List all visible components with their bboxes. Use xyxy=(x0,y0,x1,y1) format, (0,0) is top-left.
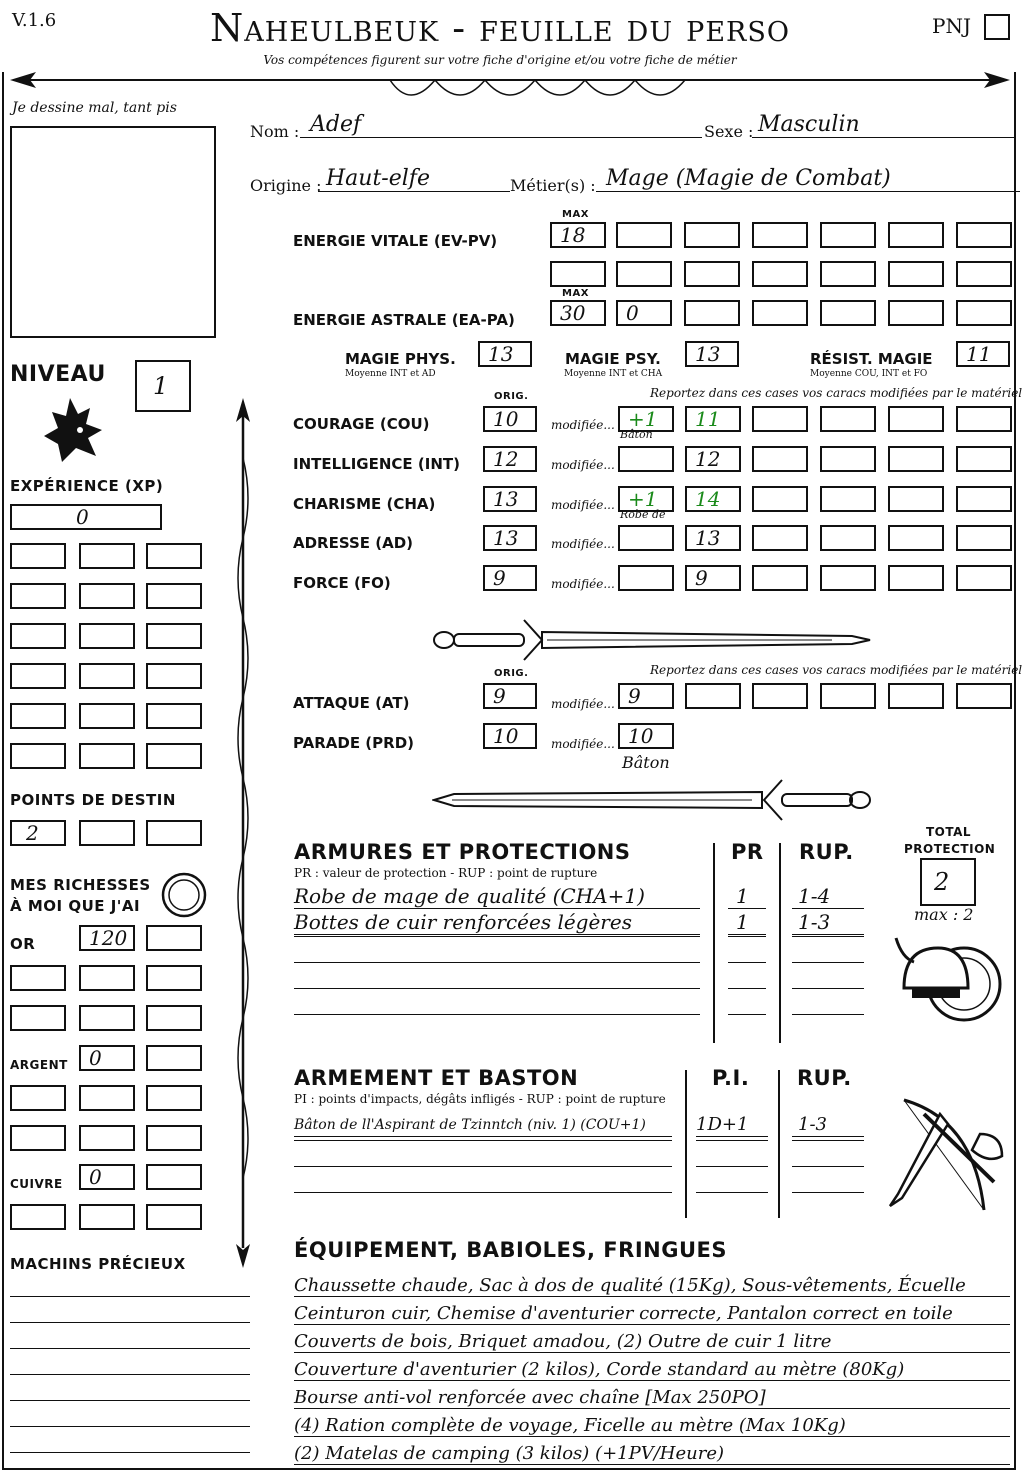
weapon-pi-line[interactable] xyxy=(696,1192,768,1193)
weapon-name-line[interactable] xyxy=(294,1166,672,1167)
dragon-icon xyxy=(40,394,106,466)
ev-track-box[interactable] xyxy=(752,222,808,248)
weapons-rup-header: RUP. xyxy=(797,1066,852,1090)
equipment-line[interactable]: Couverture d'aventurier (2 kilos), Corde standard au mètre (80Kg) xyxy=(294,1360,1010,1381)
attaque-extra-box[interactable] xyxy=(820,683,876,709)
stat-orig-box[interactable]: 12 xyxy=(483,446,537,472)
total-protection-label-1: TOTAL xyxy=(926,825,972,839)
sexe-field[interactable]: Masculin xyxy=(752,112,1016,138)
combat-report-note: Reportez dans ces cases vos caracs modifiées par le matériel xyxy=(650,663,1023,677)
machins-line[interactable] xyxy=(10,1296,250,1297)
ev-track-box[interactable] xyxy=(956,222,1012,248)
money-box[interactable] xyxy=(146,925,202,951)
attaque-extra-box[interactable] xyxy=(752,683,808,709)
machins-line[interactable] xyxy=(10,1374,250,1375)
ev-track-box[interactable] xyxy=(684,261,740,287)
ea-max-box[interactable]: 30 xyxy=(550,300,606,326)
magie-phys-label: MAGIE PHYS. xyxy=(345,350,456,368)
stat-extra-box[interactable] xyxy=(888,525,944,551)
money-box[interactable] xyxy=(146,1164,202,1190)
vertical-spear-ornament xyxy=(228,398,258,1268)
stat-extra-box[interactable] xyxy=(956,406,1012,432)
money-box[interactable] xyxy=(146,1125,202,1151)
ev-track-box[interactable] xyxy=(550,261,606,287)
xp-label: EXPÉRIENCE (XP) xyxy=(10,477,164,495)
ev-track-box[interactable] xyxy=(616,261,672,287)
xp-box-cell[interactable] xyxy=(79,743,135,769)
ev-track-box[interactable] xyxy=(616,222,672,248)
weapon-rup-line[interactable] xyxy=(792,1166,864,1167)
money-box[interactable] xyxy=(79,965,135,991)
armor-pr-line[interactable]: 1 xyxy=(728,884,766,909)
stat-mod-box[interactable]: 9 xyxy=(685,565,741,591)
money-box[interactable] xyxy=(79,1085,135,1111)
equipment-line[interactable]: (4) Ration complète de voyage, Ficelle au mètre (Max 10Kg) xyxy=(294,1416,1010,1437)
portrait-caption: Je dessine mal, tant pis xyxy=(12,100,177,116)
sheet-subtitle: Vos compétences figurent sur votre fiche d'origine et/ou votre fiche de métier xyxy=(263,53,737,67)
money-box[interactable] xyxy=(10,1005,66,1031)
pnj-label: PNJ xyxy=(932,14,971,38)
armor-name-line[interactable] xyxy=(294,1014,700,1015)
stat-mod-box[interactable]: 13 xyxy=(685,525,741,551)
argent-label: ARGENT xyxy=(10,1058,68,1072)
destin-label: POINTS DE DESTIN xyxy=(10,791,176,809)
stat-orig-box[interactable]: 10 xyxy=(483,406,537,432)
ev-track-box[interactable] xyxy=(752,261,808,287)
xp-box-cell[interactable] xyxy=(146,663,202,689)
money-box[interactable] xyxy=(79,1005,135,1031)
resist-magie-note: Moyenne COU, INT et FO xyxy=(810,369,928,379)
money-box[interactable]: 0 xyxy=(79,1164,135,1190)
weapons-divider-1 xyxy=(685,1070,687,1218)
ev-max-label: MAX xyxy=(562,209,589,220)
stat-extra-box[interactable] xyxy=(752,446,808,472)
stat-row-label: INTELLIGENCE (INT) xyxy=(293,455,460,473)
xp-box-cell[interactable] xyxy=(146,543,202,569)
sword-ornament-bottom xyxy=(432,776,872,826)
xp-box-cell[interactable] xyxy=(79,623,135,649)
xp-box-cell[interactable] xyxy=(79,703,135,729)
parade-label: PARADE (PRD) xyxy=(293,734,415,752)
xp-box-cell[interactable] xyxy=(10,623,66,649)
weapon-pi-line[interactable] xyxy=(696,1166,768,1167)
version-label: V.1.6 xyxy=(12,10,57,31)
xp-box-cell[interactable] xyxy=(10,543,66,569)
money-box[interactable] xyxy=(79,1125,135,1151)
money-box[interactable] xyxy=(10,965,66,991)
ea-track-box[interactable] xyxy=(956,300,1012,326)
machins-line[interactable] xyxy=(10,1322,250,1323)
stats-report-note: Reportez dans ces cases vos caracs modifiées par le matériel xyxy=(650,386,1023,400)
attaque-extra-box[interactable] xyxy=(888,683,944,709)
magie-psy-note: Moyenne INT et CHA xyxy=(564,369,663,379)
ev-track-box[interactable] xyxy=(888,222,944,248)
armor-pr-line[interactable] xyxy=(728,936,766,937)
magie-phys-note: Moyenne INT et AD xyxy=(345,369,436,379)
metier-label: Métier(s) : xyxy=(510,176,596,195)
stat-modifie-label: modifiée... xyxy=(551,498,615,512)
weapons-title: ARMEMENT ET BASTON xyxy=(294,1066,579,1090)
richesses-label-2: À MOI QUE J'AI xyxy=(10,897,141,915)
stat-row-label: CHARISME (CHA) xyxy=(293,495,436,513)
stat-extra-box[interactable] xyxy=(820,406,876,432)
stat-extra-box[interactable] xyxy=(956,446,1012,472)
money-box[interactable] xyxy=(79,1204,135,1230)
parade-weapon-note: Bâton xyxy=(622,753,670,772)
niveau-label: NIVEAU xyxy=(10,362,106,387)
crossed-weapons-icon xyxy=(884,1094,1004,1216)
stat-modifie-label: modifiée... xyxy=(551,537,615,551)
armor-pr-line[interactable] xyxy=(728,1014,766,1015)
stat-extra-box[interactable] xyxy=(820,525,876,551)
ea-max-label: MAX xyxy=(562,288,589,299)
money-box[interactable] xyxy=(146,1005,202,1031)
stat-orig-box[interactable]: 9 xyxy=(483,565,537,591)
xp-box-cell[interactable] xyxy=(146,703,202,729)
ev-track-box[interactable] xyxy=(956,261,1012,287)
armor-divider-2 xyxy=(779,843,781,1043)
armor-pr-line[interactable] xyxy=(728,962,766,963)
stat-bonus-box[interactable]: +1 xyxy=(618,406,674,432)
ea-current-box[interactable]: 0 xyxy=(616,300,672,326)
stat-mod-box[interactable]: 14 xyxy=(685,486,741,512)
magie-phys-box[interactable]: 13 xyxy=(478,341,532,367)
xp-box-cell[interactable] xyxy=(79,543,135,569)
stat-extra-box[interactable] xyxy=(752,486,808,512)
stat-mod-box[interactable]: 11 xyxy=(685,406,741,432)
attaque-extra-box[interactable] xyxy=(685,683,741,709)
stat-extra-box[interactable] xyxy=(820,565,876,591)
stat-extra-box[interactable] xyxy=(956,486,1012,512)
money-box[interactable] xyxy=(10,1204,66,1230)
armor-pr-line[interactable] xyxy=(728,988,766,989)
xp-box-cell[interactable] xyxy=(79,583,135,609)
ea-track-box[interactable] xyxy=(752,300,808,326)
destin-box-1[interactable]: 2 xyxy=(10,820,66,846)
stat-bonus-box[interactable] xyxy=(618,565,674,591)
combat-orig-label: ORIG. xyxy=(494,668,529,679)
armor-pr-header: PR xyxy=(731,840,764,864)
stat-bonus-box[interactable] xyxy=(618,446,674,472)
armor-rup-line[interactable] xyxy=(792,988,864,989)
pnj-checkbox[interactable] xyxy=(984,14,1010,40)
weapon-pi-line[interactable] xyxy=(696,1140,768,1141)
stat-extra-box[interactable] xyxy=(752,525,808,551)
stat-extra-box[interactable] xyxy=(888,486,944,512)
attaque-orig-box[interactable]: 9 xyxy=(483,683,537,709)
stat-extra-box[interactable] xyxy=(752,406,808,432)
stat-modifie-label: modifiée... xyxy=(551,577,615,591)
ev-track-box[interactable] xyxy=(820,261,876,287)
sexe-label: Sexe : xyxy=(704,122,754,141)
resist-magie-box[interactable]: 11 xyxy=(956,341,1010,367)
xp-box-cell[interactable] xyxy=(146,623,202,649)
stat-orig-box[interactable]: 13 xyxy=(483,525,537,551)
stat-extra-box[interactable] xyxy=(820,446,876,472)
weapon-pi-line[interactable]: 1D+1 xyxy=(696,1114,768,1137)
ev-max-box[interactable]: 18 xyxy=(550,222,606,248)
weapon-name-line[interactable] xyxy=(294,1140,672,1141)
armor-rup-line[interactable]: 1-3 xyxy=(792,910,864,935)
money-box[interactable] xyxy=(146,965,202,991)
attaque-extra-box[interactable] xyxy=(956,683,1012,709)
armor-rup-line[interactable] xyxy=(792,962,864,963)
money-box[interactable] xyxy=(146,1045,202,1071)
magie-psy-label: MAGIE PSY. xyxy=(565,350,661,368)
stat-extra-box[interactable] xyxy=(956,525,1012,551)
equipment-line[interactable]: Ceinturon cuir, Chemise d'aventurier correcte, Pantalon correct en toile xyxy=(294,1304,1010,1325)
ev-label: ENERGIE VITALE (EV-PV) xyxy=(293,232,498,250)
stat-row-label: ADRESSE (AD) xyxy=(293,534,414,552)
weapons-note: PI : points d'impacts, dégâts infligés - RUP : point de rupture xyxy=(294,1092,666,1106)
stat-row-label: FORCE (FO) xyxy=(293,574,391,592)
parade-modifie-label: modifiée... xyxy=(551,737,615,751)
equipment-title: ÉQUIPEMENT, BABIOLES, FRINGUES xyxy=(294,1238,727,1262)
armor-rup-line[interactable] xyxy=(792,1014,864,1015)
money-box[interactable] xyxy=(146,1204,202,1230)
attaque-mod-box[interactable]: 9 xyxy=(618,683,674,709)
coin-icon xyxy=(160,871,208,919)
armor-rup-line[interactable]: 1-4 xyxy=(792,884,864,909)
resist-magie-label: RÉSIST. MAGIE xyxy=(810,350,933,368)
metier-field[interactable]: Mage (Magie de Combat) xyxy=(596,166,1020,192)
weapon-rup-line[interactable]: 1-3 xyxy=(792,1114,864,1137)
armor-name-line[interactable] xyxy=(294,936,700,937)
armor-divider-1 xyxy=(713,843,715,1043)
stat-bonus-box[interactable] xyxy=(618,525,674,551)
armor-note: PR : valeur de protection - RUP : point de rupture xyxy=(294,866,598,880)
ea-track-box[interactable] xyxy=(888,300,944,326)
machins-label: MACHINS PRÉCIEUX xyxy=(10,1255,186,1273)
parade-orig-box[interactable]: 10 xyxy=(483,723,537,749)
money-box[interactable]: 0 xyxy=(79,1045,135,1071)
nom-field[interactable]: Adef xyxy=(300,112,702,138)
destin-box-3[interactable] xyxy=(146,820,202,846)
helmet-shield-icon xyxy=(888,928,1004,1036)
money-box[interactable] xyxy=(146,1085,202,1111)
niveau-box[interactable]: 1 xyxy=(135,360,191,412)
armor-name-line[interactable] xyxy=(294,962,700,963)
money-box[interactable] xyxy=(10,1125,66,1151)
stat-modifie-label: modifiée... xyxy=(551,418,615,432)
xp-box-cell[interactable] xyxy=(10,743,66,769)
origine-label: Origine : xyxy=(250,176,322,195)
nom-label: Nom : xyxy=(250,122,300,141)
xp-box-cell[interactable] xyxy=(146,583,202,609)
xp-box-cell[interactable] xyxy=(10,663,66,689)
equipment-line[interactable]: Couverts de bois, Briquet amadou, (2) Outre de cuir 1 litre xyxy=(294,1332,1010,1353)
ev-track-box[interactable] xyxy=(820,222,876,248)
stat-extra-box[interactable] xyxy=(888,446,944,472)
origine-field[interactable]: Haut-elfe xyxy=(318,166,510,192)
machins-line[interactable] xyxy=(10,1348,250,1349)
stat-orig-box[interactable]: 13 xyxy=(483,486,537,512)
equipment-line[interactable]: (2) Matelas de camping (3 kilos) (+1PV/Heure) xyxy=(294,1444,1010,1465)
stat-extra-box[interactable] xyxy=(888,565,944,591)
xp-box-cell[interactable] xyxy=(10,703,66,729)
money-box[interactable]: 120 xyxy=(79,925,135,951)
stat-extra-box[interactable] xyxy=(956,565,1012,591)
equipment-line[interactable]: Bourse anti-vol renforcée avec chaîne [Max 250PO] xyxy=(294,1388,1010,1409)
armor-rup-header: RUP. xyxy=(799,840,854,864)
ea-track-box[interactable] xyxy=(684,300,740,326)
stat-extra-box[interactable] xyxy=(888,406,944,432)
weapons-pi-header: P.I. xyxy=(712,1066,750,1090)
or-label: OR xyxy=(10,935,36,953)
equipment-line[interactable]: Chaussette chaude, Sac à dos de qualité (15Kg), Sous-vêtements, Écuelle xyxy=(294,1276,1010,1297)
total-protection-max: max : 2 xyxy=(914,905,974,924)
xp-box-cell[interactable] xyxy=(10,583,66,609)
stats-orig-label: ORIG. xyxy=(494,391,529,402)
parade-mod-box[interactable]: 10 xyxy=(618,723,674,749)
richesses-label-1: MES RICHESSES xyxy=(10,876,151,894)
armor-name-line[interactable]: Bottes de cuir renforcées légères xyxy=(294,910,700,935)
magie-psy-box[interactable]: 13 xyxy=(685,341,739,367)
ev-track-box[interactable] xyxy=(888,261,944,287)
attaque-modifie-label: modifiée... xyxy=(551,697,615,711)
machins-line[interactable] xyxy=(10,1452,250,1453)
destin-box-2[interactable] xyxy=(79,820,135,846)
attaque-label: ATTAQUE (AT) xyxy=(293,694,410,712)
stat-bonus-note: Robe de xyxy=(620,508,666,521)
machins-line[interactable] xyxy=(10,1400,250,1401)
portrait-box[interactable] xyxy=(10,126,216,338)
stat-modifie-label: modifiée... xyxy=(551,458,615,472)
stat-row-label: COURAGE (COU) xyxy=(293,415,430,433)
weapons-divider-2 xyxy=(778,1070,780,1218)
money-box[interactable] xyxy=(10,1085,66,1111)
stat-extra-box[interactable] xyxy=(820,486,876,512)
armor-title: ARMURES ET PROTECTIONS xyxy=(294,840,631,864)
sheet-title: Naheulbeuk - feuille du perso xyxy=(210,6,790,50)
weapon-name-line[interactable]: Bâton de ll'Aspirant de Tzinntch (niv. 1) (COU+1) xyxy=(294,1114,672,1137)
weapon-rup-line[interactable] xyxy=(792,1192,864,1193)
stat-extra-box[interactable] xyxy=(752,565,808,591)
weapon-name-line[interactable] xyxy=(294,1192,672,1193)
total-protection-label-2: PROTECTION xyxy=(904,842,996,856)
total-protection-box[interactable]: 2 xyxy=(920,858,976,906)
cuivre-label: CUIVRE xyxy=(10,1177,63,1191)
stat-bonus-box[interactable]: +1 xyxy=(618,486,674,512)
sword-ornament-top xyxy=(432,614,872,664)
stat-mod-box[interactable]: 12 xyxy=(685,446,741,472)
xp-box-cell[interactable] xyxy=(146,743,202,769)
stat-bonus-note: Bâton xyxy=(620,428,653,441)
weapon-rup-line[interactable] xyxy=(792,1140,864,1141)
armor-name-line[interactable]: Robe de mage de qualité (CHA+1) xyxy=(294,884,700,909)
armor-pr-line[interactable]: 1 xyxy=(728,910,766,935)
machins-line[interactable] xyxy=(10,1426,250,1427)
armor-rup-line[interactable] xyxy=(792,936,864,937)
xp-box[interactable]: 0 xyxy=(10,504,162,530)
ea-track-box[interactable] xyxy=(820,300,876,326)
armor-name-line[interactable] xyxy=(294,988,700,989)
ev-track-box[interactable] xyxy=(684,222,740,248)
ea-label: ENERGIE ASTRALE (EA-PA) xyxy=(293,311,515,329)
xp-box-cell[interactable] xyxy=(79,663,135,689)
